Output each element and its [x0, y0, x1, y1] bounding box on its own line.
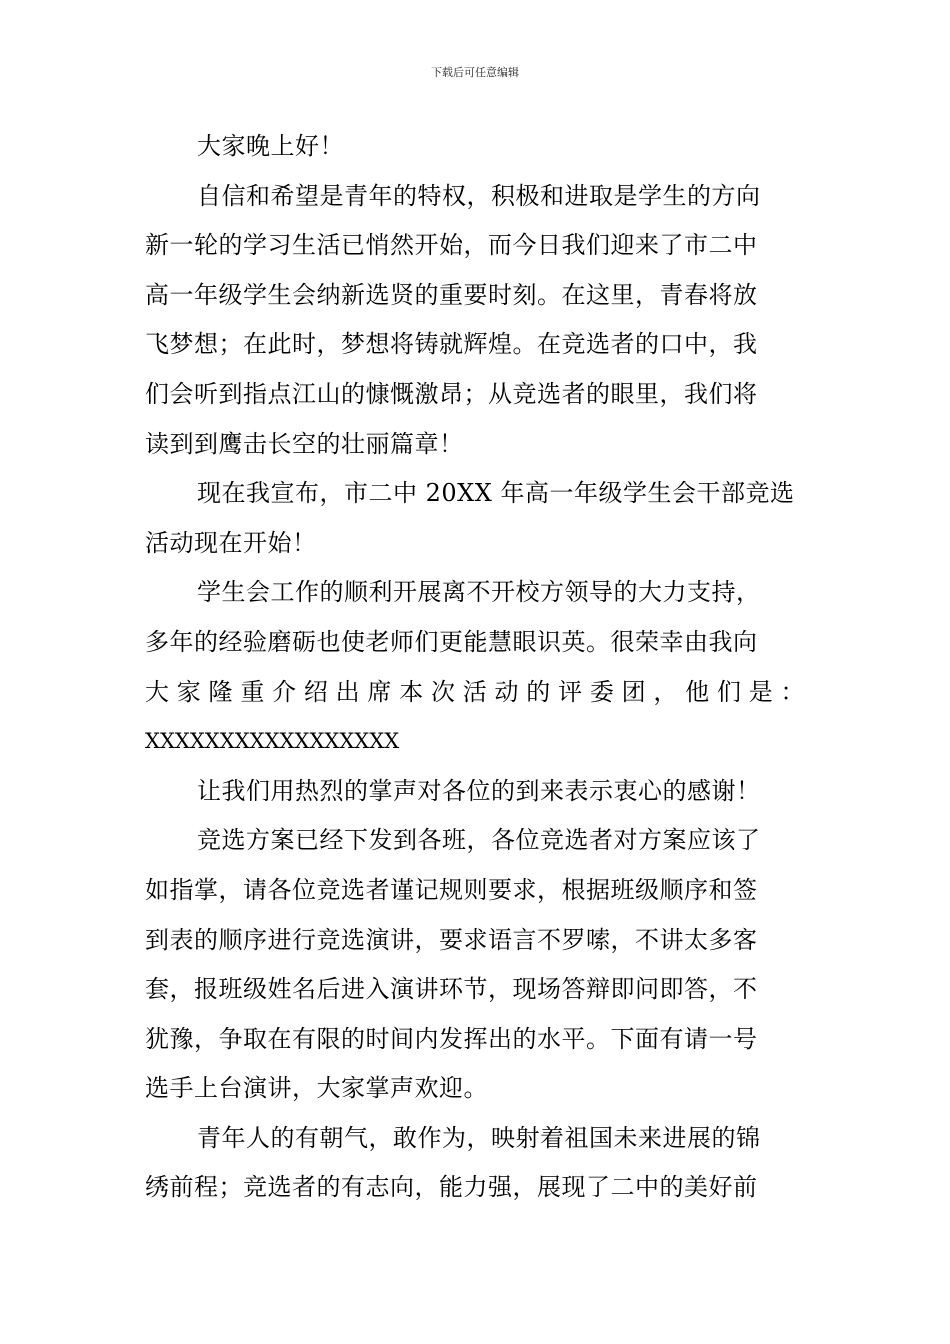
page-header: 下载后可任意编辑 [431, 66, 519, 79]
text-line: 如指掌，请各位竞选者谨记规则要求，根据班级顺序和签 [145, 875, 758, 904]
text-line: 套，报班级姓名后进入演讲环节，现场答辩即问即答，不 [145, 975, 758, 1004]
text-line: 们会听到指点江山的慷慨激昂；从竞选者的眼里，我们将 [145, 379, 758, 408]
paragraph-announcement [145, 469, 805, 568]
paragraph-closing [145, 1114, 805, 1213]
text-line: 到表的顺序进行竞选演讲，要求语言不罗嗦，不讲太多客 [145, 925, 758, 954]
text-line: 大家晚上好！ [197, 132, 344, 160]
text-line: 青年人的有朝气，敢作为，映射着祖国未来进展的锦 [197, 1123, 761, 1152]
text-line: 犹豫，争取在有限的时间内发挥出的水平。下面有请一号 [145, 1024, 758, 1053]
text-line: 读到到鹰击长空的壮丽篇章！ [145, 429, 464, 458]
paragraph-greeting [145, 122, 805, 172]
paragraph-judges [145, 568, 805, 766]
document-body [145, 122, 805, 1213]
text-line: 新一轮的学习生活已悄然开始，而今日我们迎来了市二中 [145, 231, 758, 260]
paragraph-thanks [145, 767, 805, 817]
text-line: 高一年级学生会纳新选贤的重要时刻。在这里，青春将放 [145, 280, 758, 309]
text-line: 学生会工作的顺利开展离不开校方领导的大力支持， [197, 578, 761, 607]
text-line: 多年的经验磨砺也使老师们更能慧眼识英。很荣幸由我向 [145, 627, 758, 656]
judges-placeholder: XXXXXXXXXXXXXXXXX [145, 729, 400, 754]
text-line: 竞选方案已经下发到各班，各位竞选者对方案应该了 [197, 826, 761, 855]
text-line: 让我们用热烈的掌声对各位的到来表示衷心的感谢！ [197, 776, 761, 805]
text-line: 现在我宣布，市二中 20XX 年高一年级学生会干部竞选 [197, 479, 795, 508]
paragraph-rules [145, 816, 805, 1114]
text-line: 活动现在开始！ [145, 528, 317, 557]
paragraph-intro [145, 172, 805, 470]
text-line: 选手上台演讲，大家掌声欢迎。 [145, 1074, 488, 1103]
text-line: 绣前程；竞选者的有志向，能力强，展现了二中的美好前 [145, 1173, 758, 1202]
text-line: 大家隆重介绍出席本次活动的评委团，他们是： [145, 677, 805, 706]
text-line: 自信和希望是青年的特权，积极和进取是学生的方向 [197, 181, 761, 210]
text-line: 飞梦想；在此时，梦想将铸就辉煌。在竞选者的口中，我 [145, 330, 758, 359]
